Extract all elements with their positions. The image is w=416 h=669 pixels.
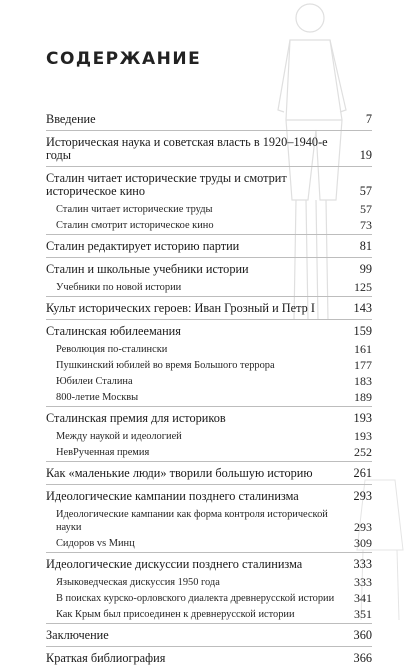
toc-entry-title: Краткая библиография xyxy=(46,651,166,665)
toc-subentry-title: 800-летие Москвы xyxy=(56,392,139,403)
toc-section xyxy=(46,624,372,646)
toc-entry[interactable] xyxy=(46,235,372,257)
toc-entry-title: Сталинская юбилеемания xyxy=(46,324,181,338)
toc-subentry[interactable] xyxy=(46,390,372,406)
toc-entry-title: Сталинская премия для историков xyxy=(46,411,226,425)
toc-subentry-page: 293 xyxy=(354,520,372,534)
toc-subentry-page: 333 xyxy=(354,575,372,589)
toc-entry-page: 293 xyxy=(353,489,372,503)
toc-section xyxy=(46,553,372,623)
toc-entry[interactable] xyxy=(46,462,372,484)
toc-entry-page: 193 xyxy=(353,411,372,425)
toc-subentry-page: 309 xyxy=(354,536,372,550)
toc-subentry[interactable] xyxy=(46,591,372,607)
toc-subentry[interactable] xyxy=(46,429,372,445)
toc-subentry-title: Сидоров vs Минц xyxy=(56,538,135,549)
toc-entry-title: Введение xyxy=(46,112,96,126)
toc-entry-title: Сталин редактирует историю партии xyxy=(46,239,240,253)
toc-section xyxy=(46,407,372,461)
toc-section xyxy=(46,320,372,406)
toc-entry-page: 19 xyxy=(359,148,372,162)
toc-subentry-title: НевРученная премия xyxy=(56,447,150,458)
toc-subentry-page: 183 xyxy=(354,374,372,388)
toc-entry[interactable] xyxy=(46,320,372,342)
toc-section xyxy=(46,485,372,552)
toc-entry-title: Сталин читает исторические труды и смотрит историческое кино xyxy=(46,171,287,198)
toc-entry-page: 57 xyxy=(359,184,372,198)
toc-section xyxy=(46,297,372,319)
toc-entry-page: 81 xyxy=(359,239,372,253)
toc-section xyxy=(46,131,372,166)
toc-subentry-page: 193 xyxy=(354,429,372,443)
toc-entry[interactable] xyxy=(46,647,372,669)
toc-subentry-title: Сталин смотрит историческое кино xyxy=(56,220,214,231)
toc-subentry-title: Между наукой и идеологией xyxy=(56,431,182,442)
toc-subentry-page: 125 xyxy=(354,280,372,294)
toc-subentry[interactable] xyxy=(46,575,372,591)
table-of-contents xyxy=(46,108,372,669)
toc-entry[interactable] xyxy=(46,624,372,646)
toc-subentry-title: Юбилеи Сталина xyxy=(56,376,133,387)
toc-entry[interactable] xyxy=(46,553,372,575)
toc-subentry-page: 161 xyxy=(354,342,372,356)
toc-entry-page: 333 xyxy=(353,557,372,571)
toc-subentry-page: 73 xyxy=(360,218,372,232)
toc-entry[interactable] xyxy=(46,407,372,429)
toc-subentry-page: 177 xyxy=(354,358,372,372)
toc-entry[interactable] xyxy=(46,485,372,507)
toc-subentry-page: 57 xyxy=(360,202,372,216)
toc-entry-title: Заключение xyxy=(46,628,109,642)
toc-subentry[interactable] xyxy=(46,280,372,296)
toc-entry-title: Сталин и школьные учебники истории xyxy=(46,262,249,276)
toc-entry-title: Историческая наука и советская власть в 1920–1940-е годы xyxy=(46,135,328,162)
toc-entry-title: Культ исторических героев: Иван Грозный и Петр I xyxy=(46,301,315,315)
toc-subentry-title: Сталин читает исторические труды xyxy=(56,204,213,215)
page-title: СОДЕРЖАНИЕ xyxy=(46,49,202,69)
toc-subentry-title: В поисках курско-орловского диалекта древнерусской истории xyxy=(56,593,335,604)
toc-subentry-title: Идеологические кампании как форма контроля исторической науки xyxy=(56,509,328,533)
toc-entry-page: 366 xyxy=(353,651,372,665)
toc-subentry-page: 351 xyxy=(354,607,372,621)
toc-entry[interactable] xyxy=(46,167,372,202)
toc-entry-page: 261 xyxy=(353,466,372,480)
toc-subentry[interactable] xyxy=(46,536,372,552)
toc-subentry-title: Учебники по новой истории xyxy=(56,282,182,293)
toc-entry[interactable] xyxy=(46,131,372,166)
toc-entry-page: 159 xyxy=(353,324,372,338)
toc-entry-page: 360 xyxy=(353,628,372,642)
toc-entry-title: Как «маленькие люди» творили большую историю xyxy=(46,466,313,480)
toc-entry[interactable] xyxy=(46,108,372,130)
toc-section xyxy=(46,647,372,669)
toc-section xyxy=(46,167,372,234)
toc-entry-title: Идеологические кампании позднего сталинизма xyxy=(46,489,299,503)
toc-subentry[interactable] xyxy=(46,218,372,234)
toc-section xyxy=(46,462,372,484)
toc-entry-page: 143 xyxy=(353,301,372,315)
toc-subentry[interactable] xyxy=(46,342,372,358)
toc-entry[interactable] xyxy=(46,258,372,280)
toc-subentry[interactable] xyxy=(46,202,372,218)
toc-subentry-page: 252 xyxy=(354,445,372,459)
toc-subentry-title: Революция по-сталински xyxy=(56,344,168,355)
toc-section xyxy=(46,258,372,296)
toc-entry-page: 99 xyxy=(359,262,372,276)
toc-subentry-page: 341 xyxy=(354,591,372,605)
toc-subentry[interactable] xyxy=(46,358,372,374)
toc-section xyxy=(46,235,372,257)
toc-section xyxy=(46,108,372,130)
toc-entry-title: Идеологические дискуссии позднего сталинизма xyxy=(46,557,303,571)
toc-subentry[interactable] xyxy=(46,374,372,390)
toc-subentry-title: Пушкинский юбилей во время Большого террора xyxy=(56,360,275,371)
toc-subentry[interactable] xyxy=(46,445,372,461)
toc-subentry[interactable] xyxy=(46,507,372,536)
toc-subentry-page: 189 xyxy=(354,390,372,404)
toc-subentry[interactable] xyxy=(46,607,372,623)
toc-subentry-title: Как Крым был присоединен к древнерусской истории xyxy=(56,609,295,620)
toc-subentry-title: Языковедческая дискуссия 1950 года xyxy=(56,577,220,588)
toc-entry[interactable] xyxy=(46,297,372,319)
toc-entry-page: 7 xyxy=(365,112,372,126)
